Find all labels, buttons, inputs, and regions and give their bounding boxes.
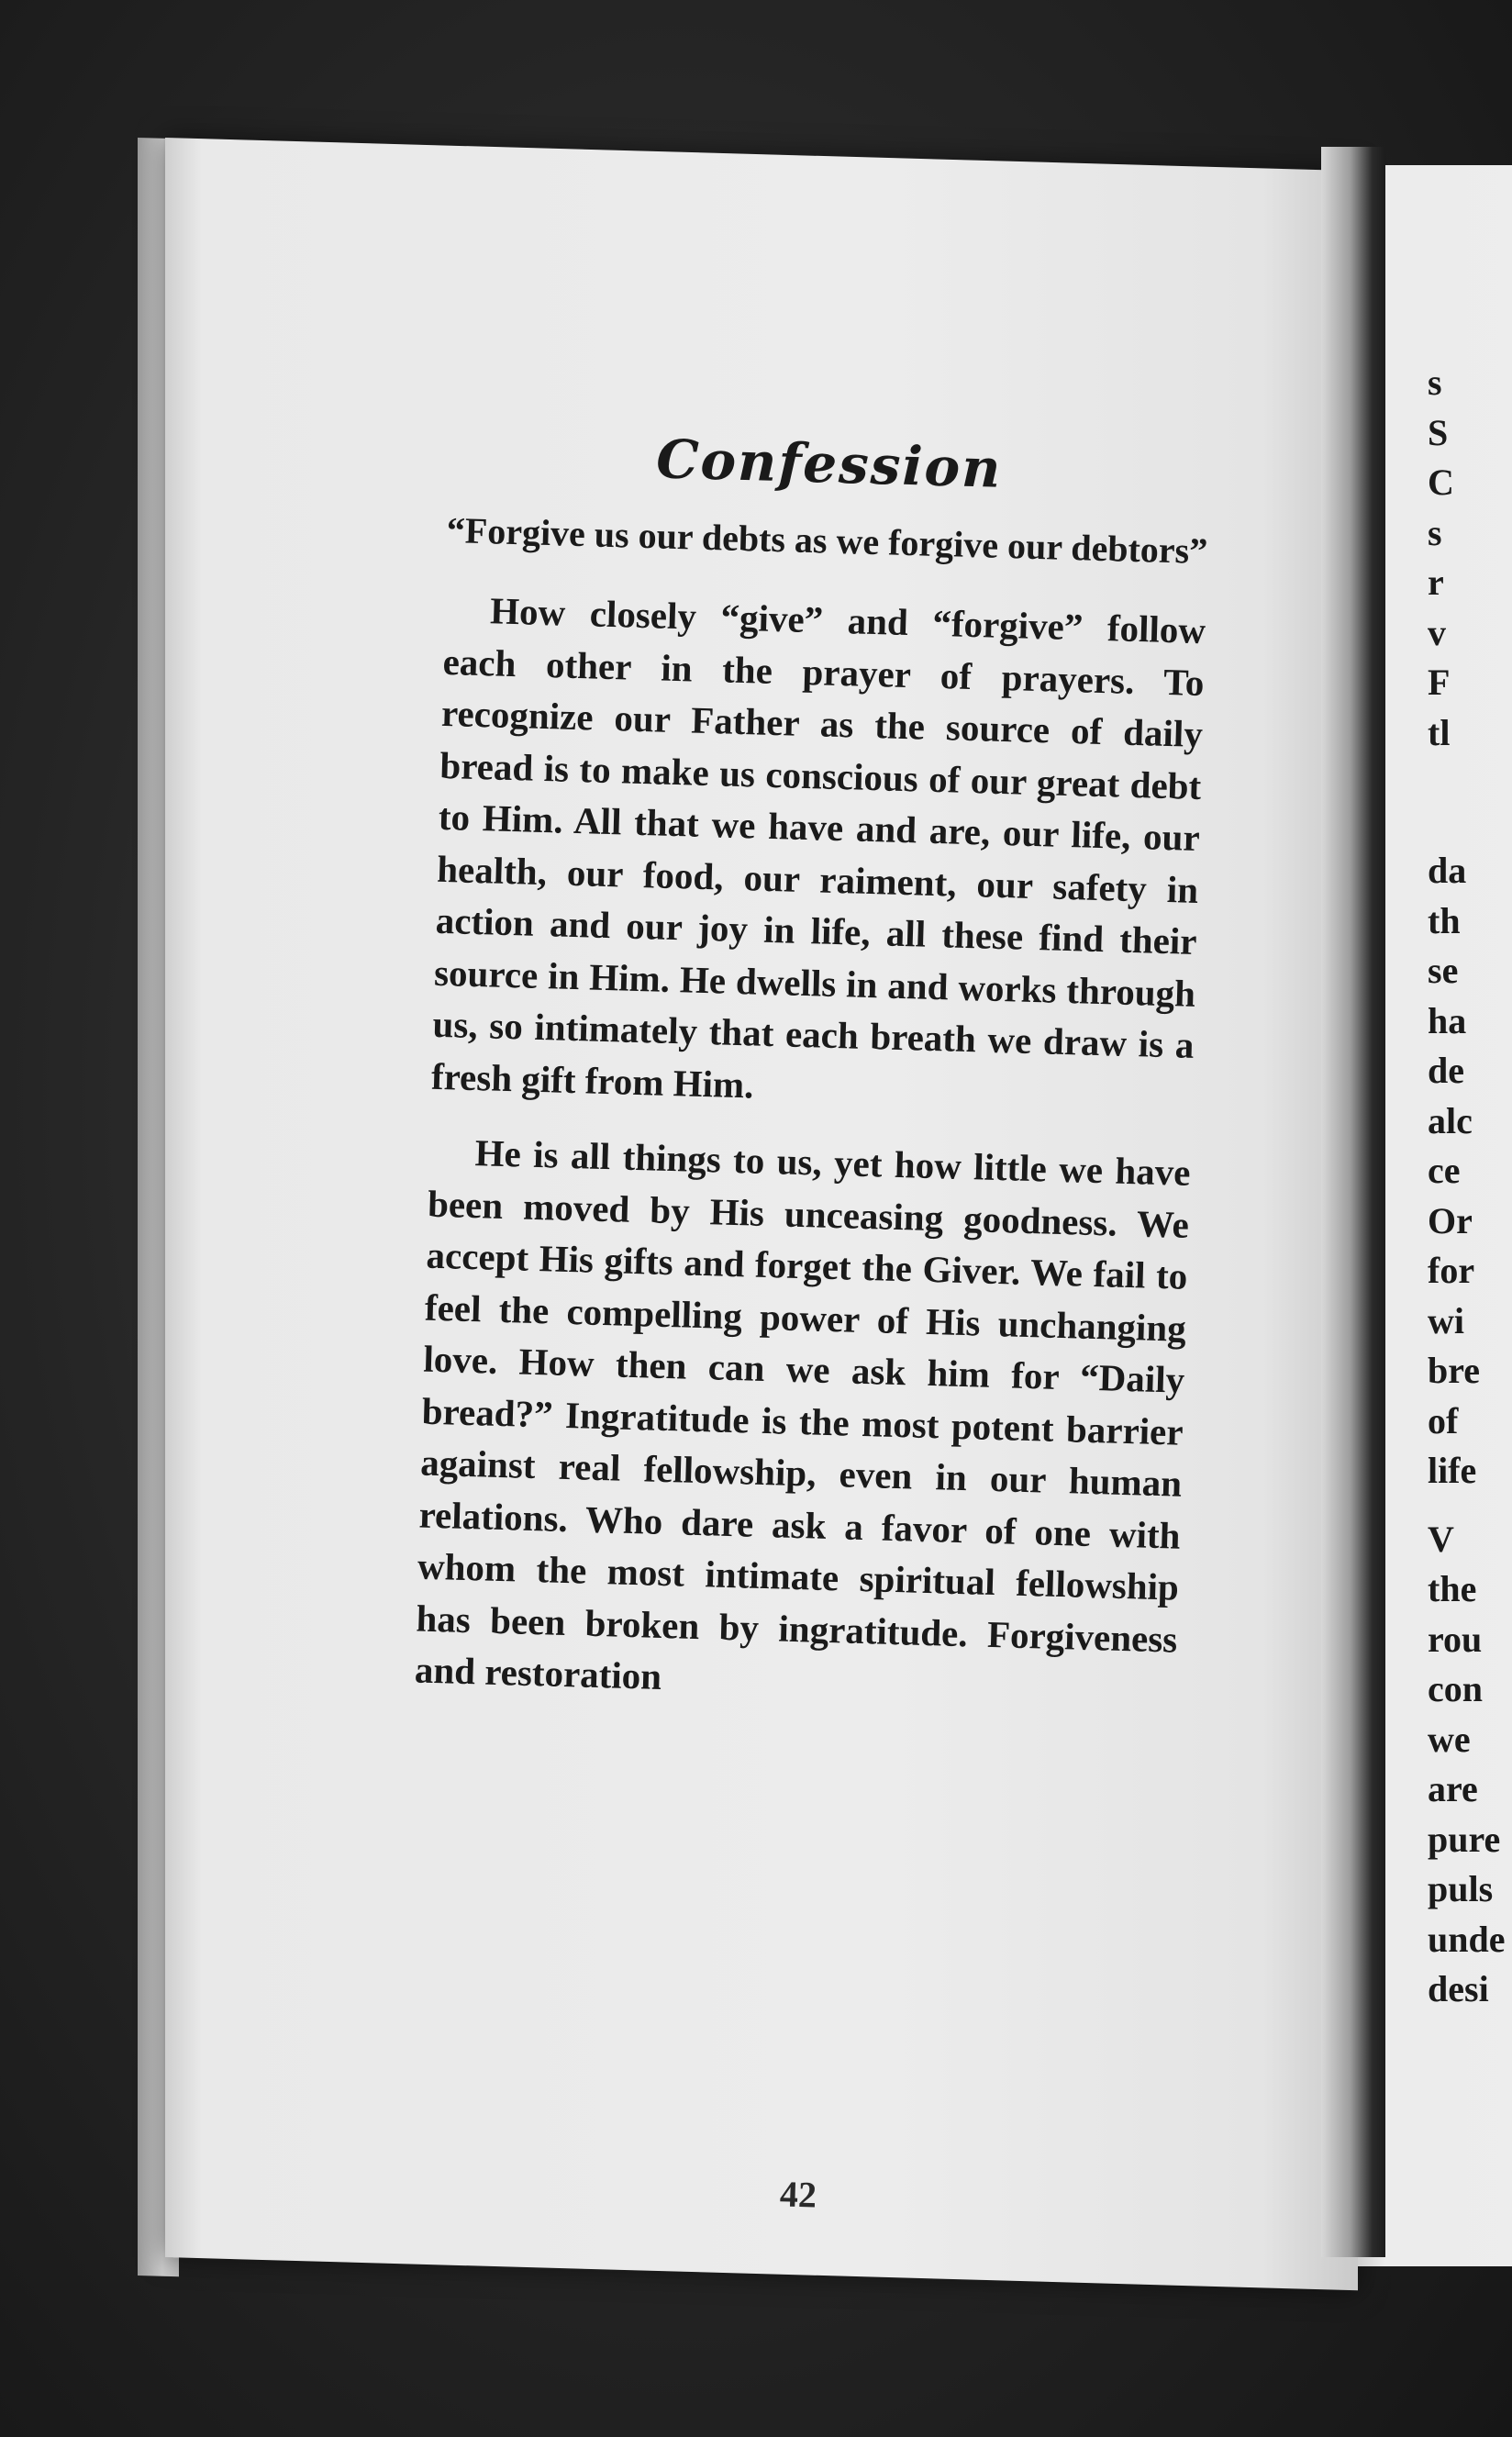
right-fragment: C [1428,462,1454,503]
right-fragment: V [1428,1518,1454,1560]
right-page-text-fragments [1428,358,1512,2015]
right-fragment: wi [1428,1299,1464,1341]
right-fragment: de [1428,1050,1464,1091]
right-fragment: s [1428,362,1442,403]
right-fragment: th [1428,899,1461,941]
right-fragment: ce [1428,1150,1461,1191]
chapter-title: Confession [655,428,1004,500]
right-fragment: se [1428,950,1459,991]
right-fragment: v [1428,611,1446,653]
right-fragment: of [1428,1399,1459,1441]
right-fragment: F [1428,662,1451,703]
right-fragment: ha [1428,999,1467,1041]
right-fragment: alc [1428,1099,1473,1141]
right-fragment: S [1428,411,1449,453]
right-fragment: for [1428,1250,1475,1291]
right-fragment: bre [1428,1350,1481,1391]
page-number: 42 [779,2173,817,2216]
paragraph-2: He is all things to us, yet how little we have been moved by His unceasing goodness. We accept His gifts and forget the Giver. We fail to feel the compelling power of His unchanging love. How then can we ask him for “Daily bread?” Ingratitude is the most potent barrier against real fellowship, even in our human relations. Who dare ask a favor of one with whom the most intimate spiritual fellowship has been broken by ingratitude. Forgiveness and restoration [414,1131,1192,1697]
book-gutter [1321,147,1385,2257]
right-fragment: pure [1428,1818,1501,1860]
right-fragment: rou [1428,1618,1483,1660]
right-fragment: life [1428,1450,1477,1491]
left-page-text [414,422,1211,1741]
right-fragment: r [1428,562,1444,603]
right-fragment: tl [1428,711,1451,753]
right-fragment: desi [1428,1968,1489,2009]
right-fragment: con [1428,1668,1483,1709]
right-fragment: da [1428,850,1467,891]
right-fragment: unde [1428,1918,1506,1960]
right-fragment: are [1428,1768,1478,1809]
right-fragment: s [1428,511,1442,553]
right-fragment: puls [1428,1868,1494,1909]
chapter-subtitle: “Forgive us our debts as we forgive our debtors” [446,508,1208,573]
right-fragment: the [1428,1568,1477,1609]
right-fragment: we [1428,1718,1471,1760]
right-fragment: Or [1428,1199,1473,1241]
paragraph-1: How closely “give” and “forgive” follow each other in the prayer of prayers. To recognize our Father as the source of daily bread is to make us conscious of our great debt to Him. All that we have and are, our life, our health, our food, our raiment, our safety in action and our joy in life, all these find their source in Him. He dwells in and works through us, so intimately that each breath we draw is a fresh gift from Him. [430,589,1206,1107]
